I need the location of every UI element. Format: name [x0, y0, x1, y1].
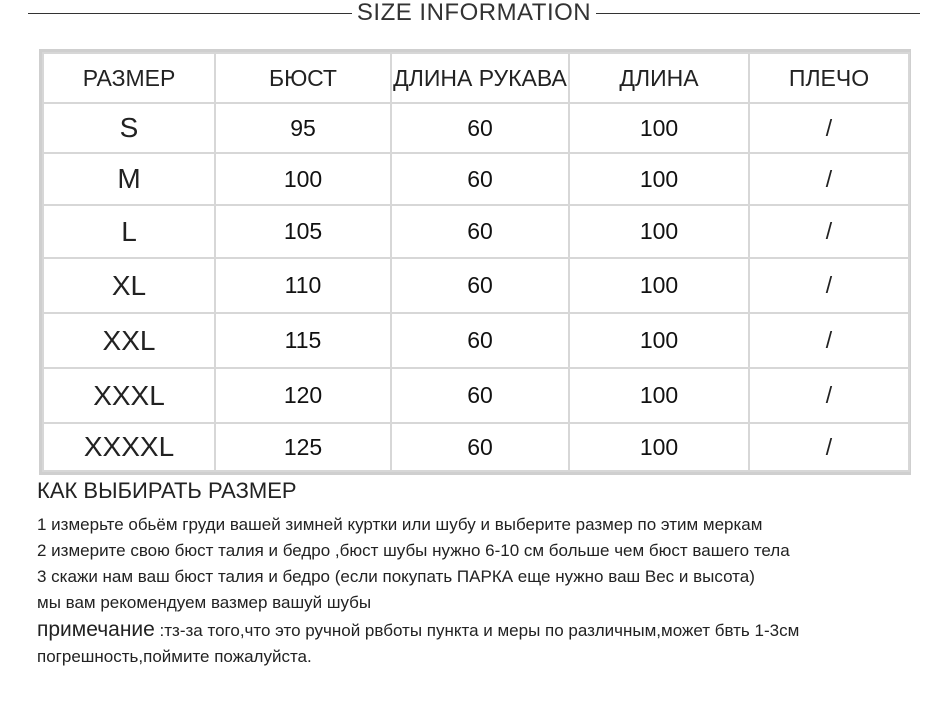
size-table	[42, 52, 910, 472]
remark-label: примечание	[37, 618, 155, 641]
note-line: мы вам рекомендуем вазмер вашуй шубы	[37, 593, 372, 612]
length-value: 100	[569, 368, 749, 423]
header-size: РАЗМЕР	[43, 53, 215, 103]
bust-value: 110	[215, 258, 391, 313]
page-title: SIZE INFORMATION	[356, 0, 592, 26]
length-value: 100	[569, 205, 749, 258]
remark-line	[37, 616, 942, 644]
bust-value: 125	[215, 423, 391, 471]
length-value: 100	[569, 258, 749, 313]
size-value: XXXXL	[43, 423, 215, 471]
title-rule-right	[596, 13, 920, 14]
size-value: S	[43, 103, 215, 153]
length-value: 100	[569, 423, 749, 471]
shoulder-value: /	[749, 313, 909, 368]
shoulder-value: /	[749, 368, 909, 423]
header-shoulder: ПЛЕЧО	[749, 53, 909, 103]
shoulder-value: /	[749, 258, 909, 313]
length-value: 100	[569, 313, 749, 368]
size-value: M	[43, 153, 215, 205]
shoulder-value: /	[749, 205, 909, 258]
sleeve-length-value: 60	[391, 103, 569, 153]
title-rule-left	[28, 13, 352, 14]
table-row	[43, 368, 909, 423]
sleeve-length-value: 60	[391, 368, 569, 423]
note-line: 3 скажи нам ваш бюст талия и бедро (если покупать ПАРКА еще нужно ваш Вес и высота)	[37, 567, 755, 586]
shoulder-value: /	[749, 103, 909, 153]
size-guide-notes	[37, 478, 942, 670]
sleeve-length-value: 60	[391, 258, 569, 313]
table-header-row	[43, 53, 909, 103]
header-sleeve-length: ДЛИНА РУКАВА	[391, 53, 569, 103]
table-row	[43, 205, 909, 258]
shoulder-value: /	[749, 423, 909, 471]
table-row	[43, 153, 909, 205]
remark-line-2: погрешность,поймите пожалуйста.	[37, 647, 312, 666]
note-line: 1 измерьте обьём груди вашей зимней куртки или шубу и выберите размер по этим меркам	[37, 515, 763, 534]
table-row	[43, 423, 909, 471]
bust-value: 120	[215, 368, 391, 423]
header-length: ДЛИНА	[569, 53, 749, 103]
sleeve-length-value: 60	[391, 205, 569, 258]
size-value: L	[43, 205, 215, 258]
bust-value: 95	[215, 103, 391, 153]
bust-value: 105	[215, 205, 391, 258]
size-value: XXL	[43, 313, 215, 368]
size-value: XL	[43, 258, 215, 313]
size-value: XXXL	[43, 368, 215, 423]
shoulder-value: /	[749, 153, 909, 205]
table-row	[43, 103, 909, 153]
header-bust: БЮСТ	[215, 53, 391, 103]
bust-value: 115	[215, 313, 391, 368]
title-row	[28, 0, 920, 26]
size-table-frame	[39, 49, 911, 475]
table-row	[43, 313, 909, 368]
remark-text: :тз-за того,что это ручной рвботы пункта и меры по различным,может бвть 1-3см	[154, 621, 800, 640]
bust-value: 100	[215, 153, 391, 205]
note-line: 2 измерите свою бюст талия и бедро ,бюст шубы нужно 6-10 см больше чем бюст вашего тела	[37, 541, 790, 560]
length-value: 100	[569, 103, 749, 153]
sleeve-length-value: 60	[391, 313, 569, 368]
sleeve-length-value: 60	[391, 423, 569, 471]
notes-heading: КАК ВЫБИРАТЬ РАЗМЕР	[37, 478, 297, 503]
sleeve-length-value: 60	[391, 153, 569, 205]
length-value: 100	[569, 153, 749, 205]
table-row	[43, 258, 909, 313]
